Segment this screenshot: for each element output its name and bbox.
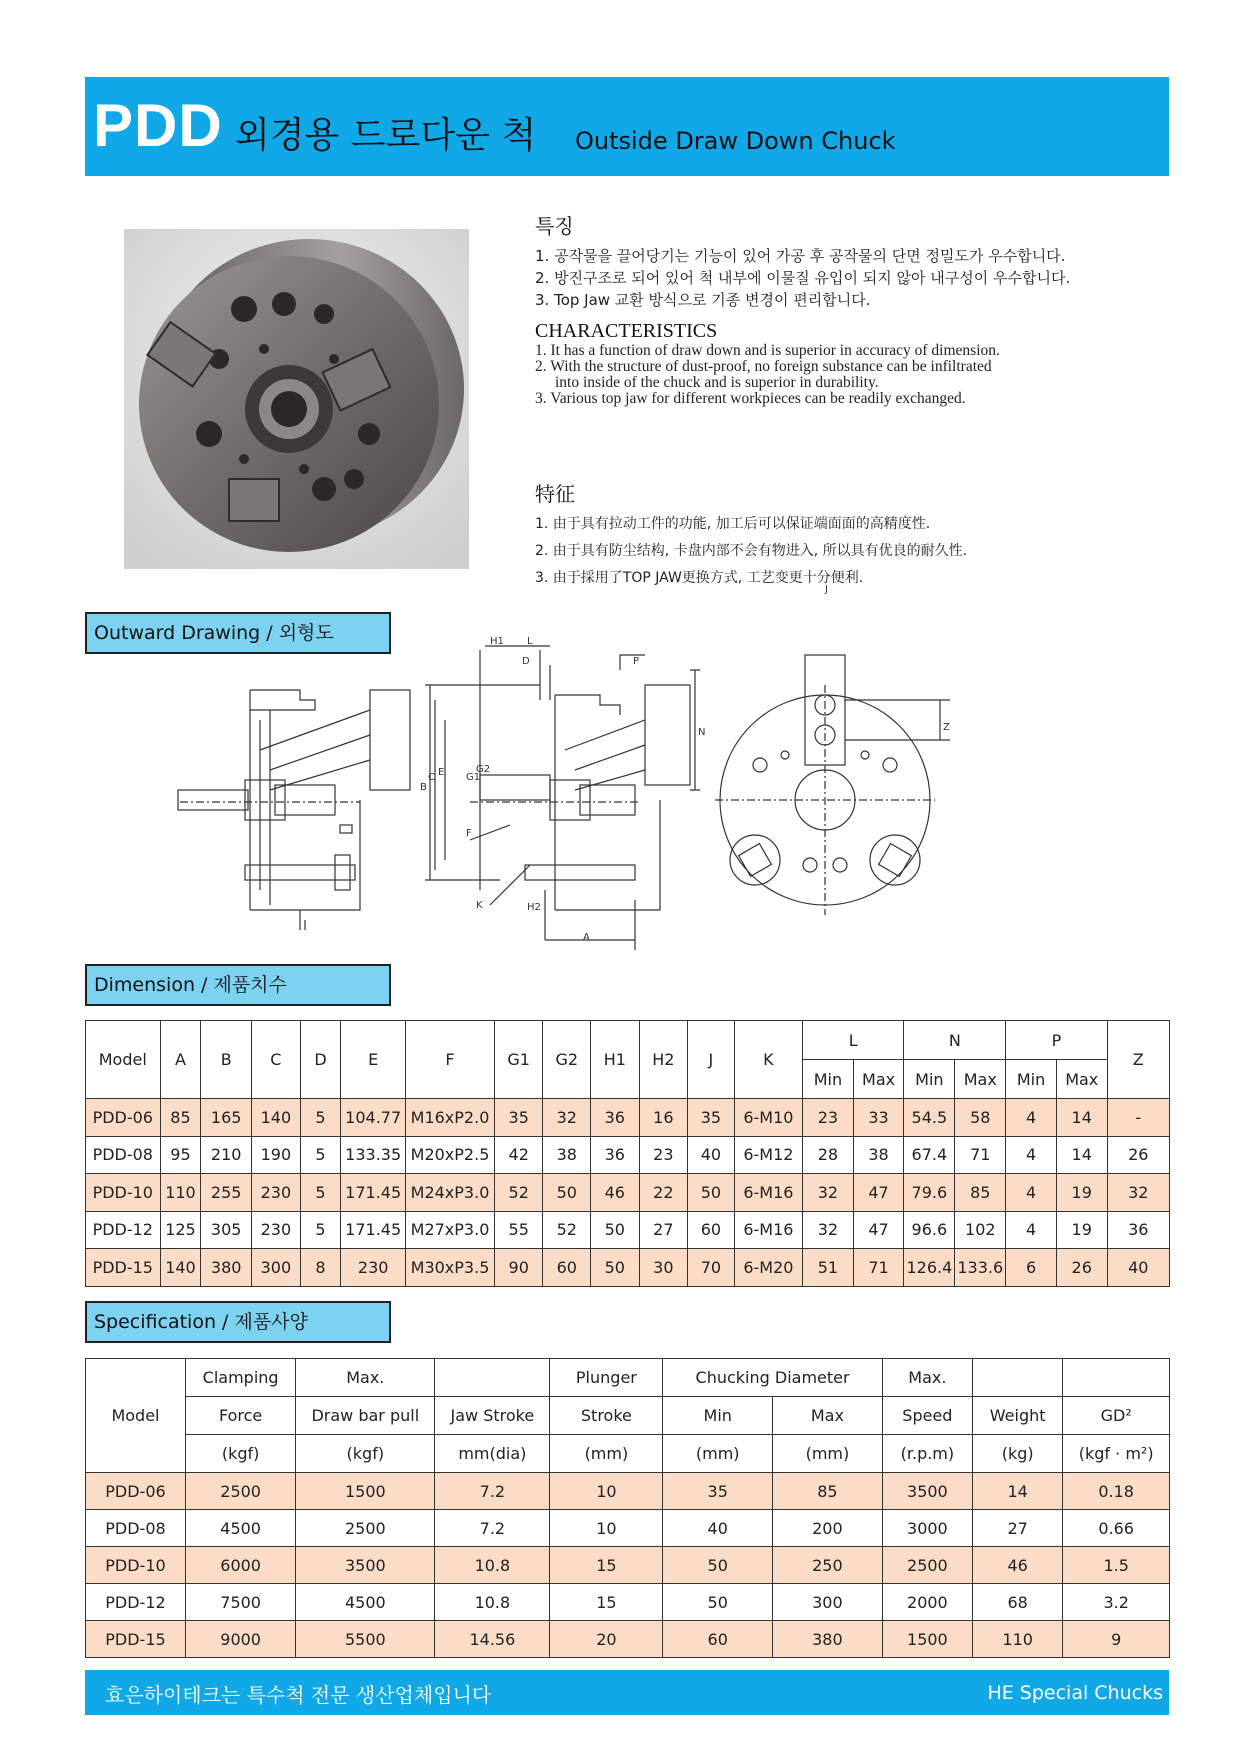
table-row bbox=[86, 1621, 1170, 1658]
col-header bbox=[973, 1359, 1063, 1397]
table-cell: 165 bbox=[201, 1099, 252, 1137]
table-cell: 104.77 bbox=[341, 1099, 406, 1137]
table-cell: 23 bbox=[639, 1136, 688, 1174]
dim-label-k: K bbox=[476, 900, 483, 911]
table-cell: 60 bbox=[663, 1621, 773, 1658]
features-chinese bbox=[535, 478, 967, 592]
table-cell: 210 bbox=[201, 1136, 252, 1174]
table-cell: 1.5 bbox=[1063, 1547, 1170, 1584]
table-cell: 230 bbox=[341, 1249, 406, 1287]
table-cell: 38 bbox=[853, 1136, 904, 1174]
drawing-section-view-1 bbox=[178, 690, 410, 930]
col-header: G2 bbox=[543, 1021, 591, 1099]
table-cell: 5500 bbox=[296, 1621, 435, 1658]
model-cell: PDD-08 bbox=[86, 1510, 186, 1547]
table-cell: 250 bbox=[773, 1547, 883, 1584]
feature-cn-item: 1. 由于具有拉动工件的功能, 加工后可以保证端面面的高精度性. bbox=[535, 516, 931, 532]
feature-cn-item: 3. 由于採用了TOP JAW更换方式, 工艺变更十分便利. bbox=[535, 570, 864, 586]
dim-label-z: Z bbox=[943, 722, 950, 733]
col-header: Model bbox=[86, 1021, 161, 1099]
table-cell: 50 bbox=[543, 1174, 591, 1212]
sub-header: Min bbox=[904, 1060, 955, 1099]
drawing-front-view bbox=[715, 655, 950, 915]
table-cell: 2500 bbox=[296, 1510, 435, 1547]
footer-bar bbox=[85, 1670, 1169, 1715]
model-cell: PDD-08 bbox=[86, 1136, 161, 1174]
dim-label-e: E bbox=[438, 767, 445, 778]
table-cell: 47 bbox=[853, 1211, 904, 1249]
col-header: Max. bbox=[882, 1359, 972, 1397]
col-header: Chucking Diameter bbox=[663, 1359, 882, 1397]
table-cell: 4 bbox=[1006, 1099, 1057, 1137]
dim-label-n: N bbox=[698, 727, 706, 738]
col-header: Force bbox=[185, 1397, 295, 1435]
table-cell: 90 bbox=[494, 1249, 543, 1287]
table-cell: 40 bbox=[1107, 1249, 1169, 1287]
col-header: H1 bbox=[591, 1021, 640, 1099]
dim-label-h2: H2 bbox=[527, 902, 541, 913]
table-cell: 171.45 bbox=[341, 1211, 406, 1249]
col-header: C bbox=[252, 1021, 301, 1099]
product-code: PDD bbox=[93, 92, 223, 159]
table-cell: 230 bbox=[252, 1174, 301, 1212]
table-row bbox=[86, 1174, 1170, 1212]
table-cell: 60 bbox=[543, 1249, 591, 1287]
dim-label-h1: H1 bbox=[490, 636, 504, 647]
table-cell: 33 bbox=[853, 1099, 904, 1137]
table-cell: 133.6 bbox=[955, 1249, 1006, 1287]
table-cell: 2500 bbox=[882, 1547, 972, 1584]
table-cell: 3500 bbox=[296, 1547, 435, 1584]
table-cell: 0.66 bbox=[1063, 1510, 1170, 1547]
table-row bbox=[86, 1099, 1170, 1137]
table-cell: 71 bbox=[955, 1136, 1006, 1174]
col-header: (mm) bbox=[773, 1435, 883, 1473]
table-cell: 55 bbox=[494, 1211, 543, 1249]
table-cell: 85 bbox=[160, 1099, 201, 1137]
table-row bbox=[86, 1136, 1170, 1174]
table-cell: 6-M10 bbox=[734, 1099, 802, 1137]
table-cell: 7.2 bbox=[435, 1473, 550, 1510]
table-cell: M20xP2.5 bbox=[406, 1136, 495, 1174]
table-cell: 5 bbox=[300, 1136, 341, 1174]
table-cell: 35 bbox=[688, 1099, 735, 1137]
footer-brand: HE Special Chucks bbox=[987, 1682, 1163, 1704]
col-header: mm(dia) bbox=[435, 1435, 550, 1473]
dim-label-a: A bbox=[583, 932, 590, 943]
table-cell: 96.6 bbox=[904, 1211, 955, 1249]
table-cell: 4 bbox=[1006, 1211, 1057, 1249]
feature-ko-item: 1. 공작물을 끌어당기는 기능이 있어 가공 후 공작물의 단면 정밀도가 우수합니다. bbox=[535, 247, 1066, 265]
section-dimension: Dimension / 제품치수 bbox=[85, 964, 391, 1006]
table-cell: 26 bbox=[1056, 1249, 1107, 1287]
table-cell: 7500 bbox=[185, 1584, 295, 1621]
table-cell: M16xP2.0 bbox=[406, 1099, 495, 1137]
table-cell: 10 bbox=[550, 1510, 663, 1547]
col-header: Z bbox=[1107, 1021, 1169, 1099]
table-cell: 70 bbox=[688, 1249, 735, 1287]
table-cell: 255 bbox=[201, 1174, 252, 1212]
dim-label-c: C bbox=[428, 772, 435, 783]
col-header: Max bbox=[773, 1397, 883, 1435]
table-cell: 171.45 bbox=[341, 1174, 406, 1212]
dimension-table bbox=[85, 1020, 1170, 1287]
table-cell: 125 bbox=[160, 1211, 201, 1249]
model-cell: PDD-10 bbox=[86, 1547, 186, 1584]
chuck-photo bbox=[124, 229, 469, 569]
table-cell: 38 bbox=[543, 1136, 591, 1174]
table-cell: 42 bbox=[494, 1136, 543, 1174]
table-cell: 46 bbox=[973, 1547, 1063, 1584]
table-cell: 380 bbox=[201, 1249, 252, 1287]
table-cell: 9 bbox=[1063, 1621, 1170, 1658]
features-korean-heading: 특징 bbox=[535, 214, 574, 238]
features-chinese-heading: 特征 bbox=[535, 482, 575, 506]
table-cell: 28 bbox=[803, 1136, 854, 1174]
section-specification: Specification / 제품사양 bbox=[85, 1301, 391, 1343]
table-cell: 36 bbox=[591, 1099, 640, 1137]
table-cell: 22 bbox=[639, 1174, 688, 1212]
table-cell: 60 bbox=[688, 1211, 735, 1249]
dim-label-f: F bbox=[466, 828, 472, 839]
col-header: H2 bbox=[639, 1021, 688, 1099]
characteristic-item: into inside of the chuck and is superior in durability. bbox=[555, 374, 879, 391]
col-header: E bbox=[341, 1021, 406, 1099]
table-cell: 51 bbox=[803, 1249, 854, 1287]
table-cell: 40 bbox=[688, 1136, 735, 1174]
col-header: GD² bbox=[1063, 1397, 1170, 1435]
table-cell: 6-M16 bbox=[734, 1211, 802, 1249]
table-cell: 85 bbox=[773, 1473, 883, 1510]
table-cell: M24xP3.0 bbox=[406, 1174, 495, 1212]
table-cell: 32 bbox=[1107, 1174, 1169, 1212]
table-cell: 30 bbox=[639, 1249, 688, 1287]
model-cell: PDD-06 bbox=[86, 1099, 161, 1137]
dim-label-l: L bbox=[527, 636, 533, 647]
col-header: (mm) bbox=[550, 1435, 663, 1473]
table-cell: 32 bbox=[803, 1174, 854, 1212]
col-header: J bbox=[688, 1021, 735, 1099]
table-cell: 110 bbox=[973, 1621, 1063, 1658]
col-header: (kgf · m²) bbox=[1063, 1435, 1170, 1473]
table-cell: 47 bbox=[853, 1174, 904, 1212]
model-cell: PDD-06 bbox=[86, 1473, 186, 1510]
title-korean: 외경용 드로다운 척 bbox=[235, 115, 537, 156]
table-cell: 16 bbox=[639, 1099, 688, 1137]
table-cell: 27 bbox=[973, 1510, 1063, 1547]
table-cell: 40 bbox=[663, 1510, 773, 1547]
table-cell: M30xP3.5 bbox=[406, 1249, 495, 1287]
col-header: Max. bbox=[296, 1359, 435, 1397]
table-cell: 5 bbox=[300, 1174, 341, 1212]
dim-label-g2: G2 bbox=[476, 764, 491, 775]
table-row bbox=[86, 1510, 1170, 1547]
table-cell: 133.35 bbox=[341, 1136, 406, 1174]
table-cell: 1500 bbox=[882, 1621, 972, 1658]
table-cell: 68 bbox=[973, 1584, 1063, 1621]
table-cell: 10.8 bbox=[435, 1547, 550, 1584]
table-row bbox=[86, 1249, 1170, 1287]
model-cell: PDD-12 bbox=[86, 1584, 186, 1621]
model-cell: PDD-15 bbox=[86, 1249, 161, 1287]
col-header: Jaw Stroke bbox=[435, 1397, 550, 1435]
table-cell: 27 bbox=[639, 1211, 688, 1249]
table-cell: 71 bbox=[853, 1249, 904, 1287]
col-header: K bbox=[734, 1021, 802, 1099]
table-cell: 20 bbox=[550, 1621, 663, 1658]
table-cell: 50 bbox=[591, 1211, 640, 1249]
table-cell: 102 bbox=[955, 1211, 1006, 1249]
table-cell: 67.4 bbox=[904, 1136, 955, 1174]
dim-label-g1: G1 bbox=[466, 772, 481, 783]
table-cell: 230 bbox=[252, 1211, 301, 1249]
dim-label-p: P bbox=[633, 656, 640, 667]
table-cell: 14 bbox=[1056, 1099, 1107, 1137]
col-header: Weight bbox=[973, 1397, 1063, 1435]
table-row bbox=[86, 1211, 1170, 1249]
table-cell: 9000 bbox=[185, 1621, 295, 1658]
table-cell: 50 bbox=[688, 1174, 735, 1212]
table-row bbox=[86, 1547, 1170, 1584]
table-cell: 54.5 bbox=[904, 1099, 955, 1137]
title-english: Outside Draw Down Chuck bbox=[575, 127, 896, 155]
table-cell: 14 bbox=[1056, 1136, 1107, 1174]
characteristics bbox=[535, 320, 1000, 407]
table-cell: 3500 bbox=[882, 1473, 972, 1510]
section-outward-drawing: Outward Drawing / 외형도 bbox=[85, 612, 391, 654]
feature-ko-item: 2. 방진구조로 되어 있어 척 내부에 이물질 유입이 되지 않아 내구성이 우수합니다. bbox=[535, 269, 1071, 287]
specification-rows bbox=[86, 1473, 1170, 1658]
table-cell: 19 bbox=[1056, 1174, 1107, 1212]
col-header: G1 bbox=[494, 1021, 543, 1099]
table-cell: 4500 bbox=[185, 1510, 295, 1547]
table-cell: 5 bbox=[300, 1211, 341, 1249]
table-cell: 0.18 bbox=[1063, 1473, 1170, 1510]
col-header: A bbox=[160, 1021, 201, 1099]
table-cell: 380 bbox=[773, 1621, 883, 1658]
table-cell: 10 bbox=[550, 1473, 663, 1510]
table-cell: 79.6 bbox=[904, 1174, 955, 1212]
table-cell: 3.2 bbox=[1063, 1584, 1170, 1621]
table-cell: 6000 bbox=[185, 1547, 295, 1584]
col-header: Clamping bbox=[185, 1359, 295, 1397]
features-korean bbox=[535, 210, 1070, 311]
table-cell: 3000 bbox=[882, 1510, 972, 1547]
table-cell: 300 bbox=[773, 1584, 883, 1621]
col-header: Draw bar pull bbox=[296, 1397, 435, 1435]
characteristics-heading: CHARACTERISTICS bbox=[535, 320, 718, 342]
table-cell: 35 bbox=[494, 1099, 543, 1137]
footer-company-slogan: 효은하이테크는 특수척 전문 생산업체입니다 bbox=[105, 1683, 492, 1707]
table-cell: 4 bbox=[1006, 1136, 1057, 1174]
title-banner bbox=[85, 77, 1169, 176]
table-cell: 6-M16 bbox=[734, 1174, 802, 1212]
table-cell: 50 bbox=[663, 1584, 773, 1621]
table-cell: 50 bbox=[663, 1547, 773, 1584]
table-row bbox=[86, 1473, 1170, 1510]
table-cell: 200 bbox=[773, 1510, 883, 1547]
col-header: B bbox=[201, 1021, 252, 1099]
table-cell: 7.2 bbox=[435, 1510, 550, 1547]
col-header: (kgf) bbox=[296, 1435, 435, 1473]
table-cell: 35 bbox=[663, 1473, 773, 1510]
table-cell: 52 bbox=[543, 1211, 591, 1249]
table-cell: 19 bbox=[1056, 1211, 1107, 1249]
col-header: Stroke bbox=[550, 1397, 663, 1435]
model-cell: PDD-12 bbox=[86, 1211, 161, 1249]
table-cell: 14.56 bbox=[435, 1621, 550, 1658]
table-cell: 85 bbox=[955, 1174, 1006, 1212]
characteristic-item: 1. It has a function of draw down and is superior in accuracy of dimension. bbox=[535, 342, 1000, 359]
col-header bbox=[435, 1359, 550, 1397]
table-cell: 32 bbox=[803, 1211, 854, 1249]
table-cell: 46 bbox=[591, 1174, 640, 1212]
table-cell: 8 bbox=[300, 1249, 341, 1287]
table-cell: 140 bbox=[160, 1249, 201, 1287]
col-header: (kg) bbox=[973, 1435, 1063, 1473]
col-header: Plunger bbox=[550, 1359, 663, 1397]
feature-ko-item: 3. Top Jaw 교환 방식으로 기종 변경이 편리합니다. bbox=[535, 291, 871, 309]
table-cell: 300 bbox=[252, 1249, 301, 1287]
table-row bbox=[86, 1584, 1170, 1621]
table-cell: 190 bbox=[252, 1136, 301, 1174]
table-cell: 50 bbox=[591, 1249, 640, 1287]
dim-label-b: B bbox=[420, 782, 427, 793]
sub-header: Max bbox=[1056, 1060, 1107, 1099]
model-cell: PDD-15 bbox=[86, 1621, 186, 1658]
table-cell: 36 bbox=[591, 1136, 640, 1174]
table-cell: - bbox=[1107, 1099, 1169, 1137]
col-header: (kgf) bbox=[185, 1435, 295, 1473]
drawing-section-view-2 bbox=[425, 646, 700, 950]
col-header: F bbox=[406, 1021, 495, 1099]
table-cell: 2000 bbox=[882, 1584, 972, 1621]
table-cell: 15 bbox=[550, 1584, 663, 1621]
sub-header: Min bbox=[1006, 1060, 1057, 1099]
table-cell: 58 bbox=[955, 1099, 1006, 1137]
table-cell: 36 bbox=[1107, 1211, 1169, 1249]
table-cell: 2500 bbox=[185, 1473, 295, 1510]
table-cell: 32 bbox=[543, 1099, 591, 1137]
table-cell: 6-M12 bbox=[734, 1136, 802, 1174]
table-cell: 110 bbox=[160, 1174, 201, 1212]
col-header: (r.p.m) bbox=[882, 1435, 972, 1473]
table-cell: 126.4 bbox=[904, 1249, 955, 1287]
table-cell: 10.8 bbox=[435, 1584, 550, 1621]
table-cell: 305 bbox=[201, 1211, 252, 1249]
specification-table bbox=[85, 1358, 1170, 1658]
sub-header: Min bbox=[803, 1060, 854, 1099]
model-cell: PDD-10 bbox=[86, 1174, 161, 1212]
col-header bbox=[1063, 1359, 1170, 1397]
col-header: L bbox=[803, 1021, 904, 1060]
table-cell: 52 bbox=[494, 1174, 543, 1212]
dim-label-j: J bbox=[825, 584, 828, 595]
table-cell: 5 bbox=[300, 1099, 341, 1137]
characteristic-item: 3. Various top jaw for different workpieces can be readily exchanged. bbox=[535, 390, 966, 407]
sub-header: Max bbox=[955, 1060, 1006, 1099]
dim-label-d: D bbox=[522, 656, 530, 667]
table-cell: 23 bbox=[803, 1099, 854, 1137]
sub-header: Max bbox=[853, 1060, 904, 1099]
col-header: N bbox=[904, 1021, 1006, 1060]
table-cell: 140 bbox=[252, 1099, 301, 1137]
table-cell: 4 bbox=[1006, 1174, 1057, 1212]
table-cell: 14 bbox=[973, 1473, 1063, 1510]
table-cell: 4500 bbox=[296, 1584, 435, 1621]
drawing-dimension-labels bbox=[420, 584, 950, 943]
table-cell: 6-M20 bbox=[734, 1249, 802, 1287]
table-cell: 6 bbox=[1006, 1249, 1057, 1287]
table-cell: 95 bbox=[160, 1136, 201, 1174]
col-header: (mm) bbox=[663, 1435, 773, 1473]
col-header: Model bbox=[86, 1359, 186, 1473]
table-cell: M27xP3.0 bbox=[406, 1211, 495, 1249]
table-cell: 26 bbox=[1107, 1136, 1169, 1174]
feature-cn-item: 2. 由于具有防尘结构, 卡盘内部不会有物进入, 所以具有优良的耐久性. bbox=[535, 543, 968, 559]
col-header: Speed bbox=[882, 1397, 972, 1435]
characteristic-item: 2. With the structure of dust-proof, no foreign substance can be infiltrated bbox=[535, 358, 992, 375]
dimension-rows bbox=[86, 1099, 1170, 1287]
col-header: D bbox=[300, 1021, 341, 1099]
table-cell: 1500 bbox=[296, 1473, 435, 1510]
col-header: P bbox=[1006, 1021, 1107, 1060]
table-cell: 15 bbox=[550, 1547, 663, 1584]
col-header: Min bbox=[663, 1397, 773, 1435]
